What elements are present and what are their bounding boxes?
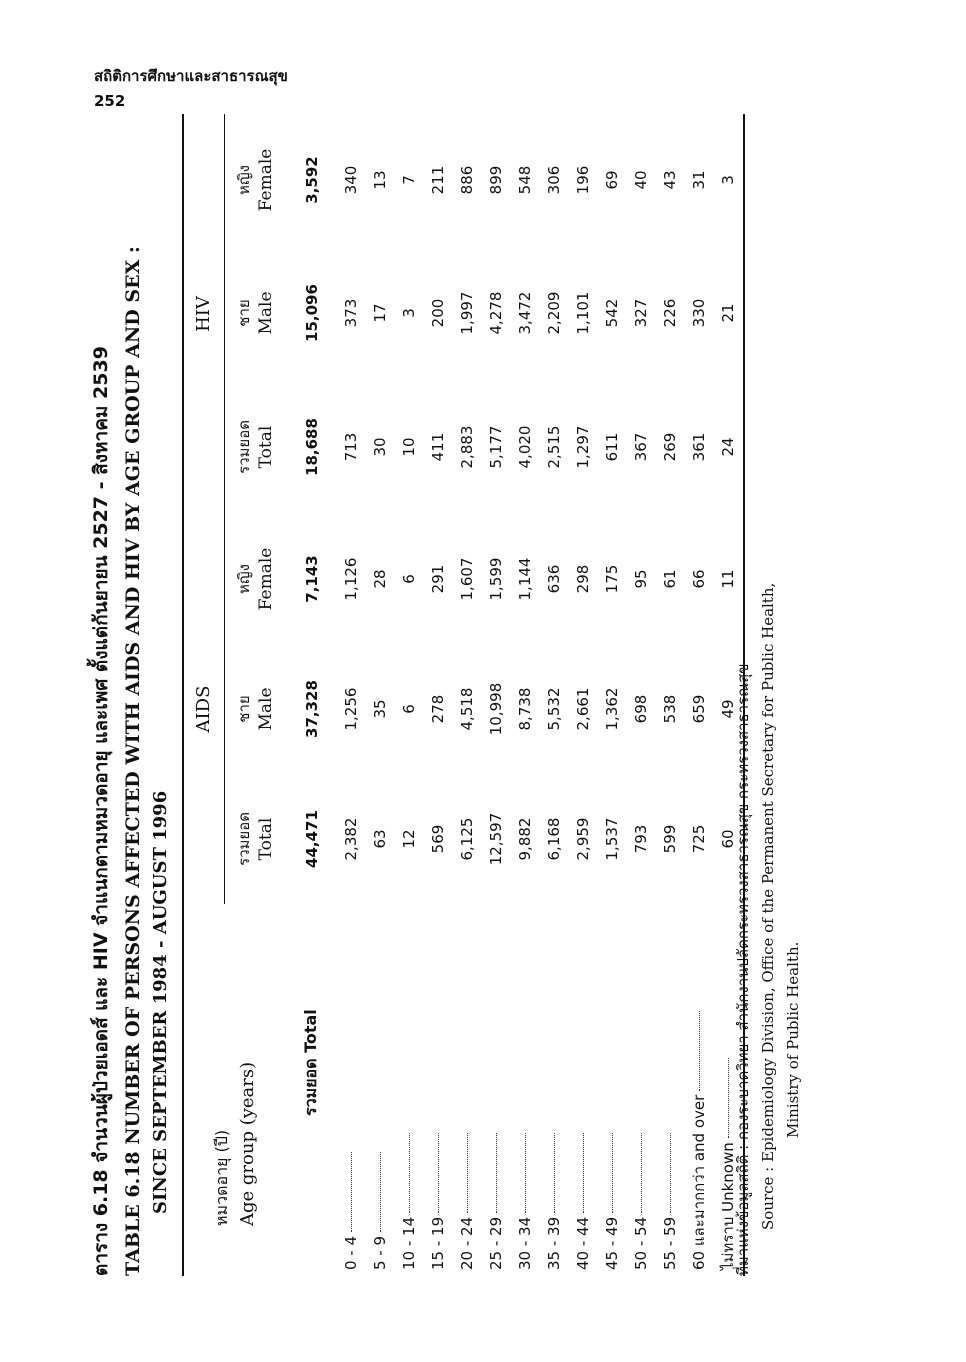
title-english: TABLE 6.18 NUMBER OF PERSONS AFFECTED WITH AIDS AND HIV BY AGE GROUP AND SEX : <box>122 246 144 1276</box>
value-cell: 40 <box>632 170 650 190</box>
value-cell: 31 <box>690 170 708 190</box>
column-header-thai: รวมยอด <box>234 812 253 866</box>
value-cell: 1,599 <box>487 557 505 601</box>
age-group-label: 5 - 9 <box>371 1235 389 1270</box>
dot-leader <box>670 1133 671 1213</box>
value-cell: 569 <box>429 824 447 854</box>
value-cell: 340 <box>342 165 360 195</box>
column-header-english: Male <box>255 687 276 731</box>
value-cell: 1,101 <box>574 291 592 335</box>
column-header-thai: หญิง <box>234 165 253 195</box>
table-row <box>453 114 482 1276</box>
value-cell: 4,020 <box>516 425 534 469</box>
column-header-english: Total <box>255 425 276 469</box>
column-header-thai: ชาย <box>234 695 253 723</box>
value-cell: 6 <box>400 574 418 584</box>
table-row <box>598 114 627 1276</box>
total-cell: 15,096 <box>302 284 321 342</box>
column-header <box>224 514 287 644</box>
source-english: Source : Epidemiology Division, Office of the Permanent Secretary for Public Health, <box>759 582 777 1230</box>
value-cell: 9,882 <box>516 817 534 861</box>
value-cell: 306 <box>545 165 563 195</box>
value-cell: 12 <box>400 829 418 849</box>
value-cell: 278 <box>429 694 447 724</box>
table-row <box>337 114 366 1276</box>
source-english-line2: Ministry of Public Health. <box>784 941 802 1138</box>
dot-leader <box>467 1133 468 1213</box>
value-cell: 899 <box>487 165 505 195</box>
value-cell: 35 <box>371 699 389 719</box>
value-cell: 6,125 <box>458 817 476 861</box>
value-cell: 11 <box>719 569 737 589</box>
value-cell: 542 <box>603 298 621 328</box>
page-number: 252 <box>94 92 126 110</box>
age-group-cell <box>482 904 511 1276</box>
value-cell: 196 <box>574 165 592 195</box>
age-group-label: 20 - 24 <box>458 1216 476 1270</box>
hiv-group-header: HIV <box>184 114 224 514</box>
value-cell: 1,144 <box>516 557 534 601</box>
value-cell: 5,177 <box>487 425 505 469</box>
value-cell: 28 <box>371 569 389 589</box>
age-group-cell <box>627 904 656 1276</box>
age-group-cell <box>511 904 540 1276</box>
dot-leader <box>380 1152 381 1232</box>
table-row <box>685 114 714 1276</box>
value-cell: 1,297 <box>574 425 592 469</box>
value-cell: 49 <box>719 699 737 719</box>
value-cell: 4,278 <box>487 291 505 335</box>
value-cell: 1,997 <box>458 291 476 335</box>
column-header-thai: ชาย <box>234 299 253 327</box>
value-cell: 611 <box>603 432 621 462</box>
book-title: สถิติการศึกษาและสาธารณสุข <box>94 67 288 85</box>
total-cell: 44,471 <box>302 810 321 868</box>
value-cell: 200 <box>429 298 447 328</box>
age-group-label: 60 และมากกว่า and over <box>690 1094 708 1270</box>
column-header-english: Male <box>255 291 276 335</box>
age-group-cell <box>337 904 366 1276</box>
age-group-cell <box>540 904 569 1276</box>
age-group-label: 35 - 39 <box>545 1216 563 1270</box>
total-row <box>287 114 337 1276</box>
value-cell: 548 <box>516 165 534 195</box>
dot-leader <box>641 1133 642 1213</box>
value-cell: 373 <box>342 298 360 328</box>
value-cell: 12,597 <box>487 812 505 866</box>
value-cell: 793 <box>632 824 650 854</box>
age-group-label: 40 - 44 <box>574 1216 592 1270</box>
age-group-cell <box>685 904 714 1276</box>
value-cell: 43 <box>661 170 679 190</box>
value-cell: 1,362 <box>603 687 621 731</box>
value-cell: 1,537 <box>603 817 621 861</box>
age-group-cell <box>395 904 424 1276</box>
value-cell: 5,532 <box>545 687 563 731</box>
value-cell: 886 <box>458 165 476 195</box>
age-group-label: 55 - 59 <box>661 1216 679 1270</box>
column-header-english: Female <box>255 547 276 611</box>
column-header-thai: หญิง <box>234 564 253 594</box>
column-header <box>224 380 287 514</box>
value-cell: 698 <box>632 694 650 724</box>
value-cell: 6,168 <box>545 817 563 861</box>
title-thai: ตาราง 6.18 จำนวนผู้ป่วยเอดส์ และ HIV จำแนกตามหมวดอายุ และเพศ ตั้งแต่กันยายน 2527 - สิงหาคม 2539 <box>90 346 112 1276</box>
total-cell: 3,592 <box>302 156 321 204</box>
value-cell: 24 <box>719 437 737 457</box>
table-row <box>569 114 598 1276</box>
source-note <box>731 96 806 1276</box>
table-row <box>366 114 395 1276</box>
dot-leader <box>612 1133 613 1213</box>
age-group-cell <box>598 904 627 1276</box>
rotated-table-page <box>76 80 806 1290</box>
value-cell: 538 <box>661 694 679 724</box>
value-cell: 2,515 <box>545 425 563 469</box>
value-cell: 2,382 <box>342 817 360 861</box>
total-cell: 37,328 <box>302 680 321 738</box>
table-row <box>540 114 569 1276</box>
value-cell: 211 <box>429 165 447 195</box>
table-row <box>511 114 540 1276</box>
age-group-label: 45 - 49 <box>603 1216 621 1270</box>
value-cell: 2,661 <box>574 687 592 731</box>
value-cell: 1,126 <box>342 557 360 601</box>
column-header-english: Total <box>255 817 276 861</box>
table-row <box>424 114 453 1276</box>
age-group-label: 10 - 14 <box>400 1216 418 1270</box>
value-cell: 330 <box>690 298 708 328</box>
data-table <box>182 114 745 1276</box>
age-group-cell <box>656 904 685 1276</box>
value-cell: 6 <box>400 704 418 714</box>
value-cell: 725 <box>690 824 708 854</box>
age-group-label: 30 - 34 <box>516 1216 534 1270</box>
value-cell: 8,738 <box>516 687 534 731</box>
value-cell: 66 <box>690 569 708 589</box>
table-row <box>395 114 424 1276</box>
column-header-thai: รวมยอด <box>234 420 253 474</box>
age-group-header <box>184 904 287 1276</box>
column-header <box>224 114 287 246</box>
table-title <box>86 86 171 1276</box>
age-header-thai: หมวดอายุ (ปี) <box>212 1129 232 1226</box>
dot-leader <box>409 1133 410 1213</box>
age-group-label: 25 - 29 <box>487 1216 505 1270</box>
value-cell: 269 <box>661 432 679 462</box>
dot-leader <box>496 1133 497 1213</box>
value-cell: 10,998 <box>487 682 505 736</box>
column-header <box>224 774 287 904</box>
value-cell: 13 <box>371 170 389 190</box>
value-cell: 17 <box>371 303 389 323</box>
source-thai: ที่มาแห่งข้อมูลสถิติ : กองระบาดวิทยา สำนักงานปลัดกระทรวงสาธารณสุข กระทรวงสาธารณสุข <box>734 663 752 1276</box>
value-cell: 69 <box>603 170 621 190</box>
dot-leader <box>438 1133 439 1213</box>
dot-leader <box>525 1133 526 1213</box>
table-row <box>482 114 511 1276</box>
value-cell: 61 <box>661 569 679 589</box>
value-cell: 636 <box>545 564 563 594</box>
column-header <box>224 644 287 774</box>
value-cell: 3 <box>400 308 418 318</box>
age-group-cell <box>453 904 482 1276</box>
value-cell: 3 <box>719 175 737 185</box>
dot-leader <box>583 1133 584 1213</box>
value-cell: 599 <box>661 824 679 854</box>
column-header <box>224 246 287 380</box>
age-group-cell <box>366 904 395 1276</box>
aids-group-header: AIDS <box>184 514 224 904</box>
value-cell: 327 <box>632 298 650 328</box>
age-group-label: ไม่ทราบ Unknown <box>719 1142 737 1270</box>
table-row <box>656 114 685 1276</box>
total-cell: 18,688 <box>302 418 321 476</box>
value-cell: 226 <box>661 298 679 328</box>
value-cell: 21 <box>719 303 737 323</box>
value-cell: 10 <box>400 437 418 457</box>
value-cell: 2,883 <box>458 425 476 469</box>
value-cell: 95 <box>632 569 650 589</box>
value-cell: 63 <box>371 829 389 849</box>
value-cell: 298 <box>574 564 592 594</box>
value-cell: 30 <box>371 437 389 457</box>
title-english-line2: SINCE SEPTEMBER 1984 - AUGUST 1996 <box>150 790 171 1214</box>
column-header-english: Female <box>255 148 276 212</box>
value-cell: 1,607 <box>458 557 476 601</box>
age-group-cell <box>569 904 598 1276</box>
value-cell: 2,209 <box>545 291 563 335</box>
value-cell: 659 <box>690 694 708 724</box>
value-cell: 361 <box>690 432 708 462</box>
dot-leader <box>728 1058 729 1138</box>
value-cell: 3,472 <box>516 291 534 335</box>
total-cell: 7,143 <box>302 555 321 603</box>
total-label: รวมยอด Total <box>301 1009 320 1116</box>
value-cell: 175 <box>603 564 621 594</box>
age-header-english: Age group (years) <box>237 1061 259 1226</box>
value-cell: 1,256 <box>342 687 360 731</box>
value-cell: 713 <box>342 432 360 462</box>
value-cell: 411 <box>429 432 447 462</box>
dot-leader <box>554 1133 555 1213</box>
age-group-label: 15 - 19 <box>429 1216 447 1270</box>
age-group-label: 50 - 54 <box>632 1216 650 1270</box>
value-cell: 4,518 <box>458 687 476 731</box>
dot-leader <box>351 1152 352 1232</box>
value-cell: 367 <box>632 432 650 462</box>
value-cell: 2,959 <box>574 817 592 861</box>
dot-leader <box>699 1011 700 1091</box>
value-cell: 291 <box>429 564 447 594</box>
value-cell: 60 <box>719 829 737 849</box>
age-group-cell <box>424 904 453 1276</box>
table-row <box>627 114 656 1276</box>
value-cell: 7 <box>400 175 418 185</box>
age-group-label: 0 - 4 <box>342 1235 360 1270</box>
